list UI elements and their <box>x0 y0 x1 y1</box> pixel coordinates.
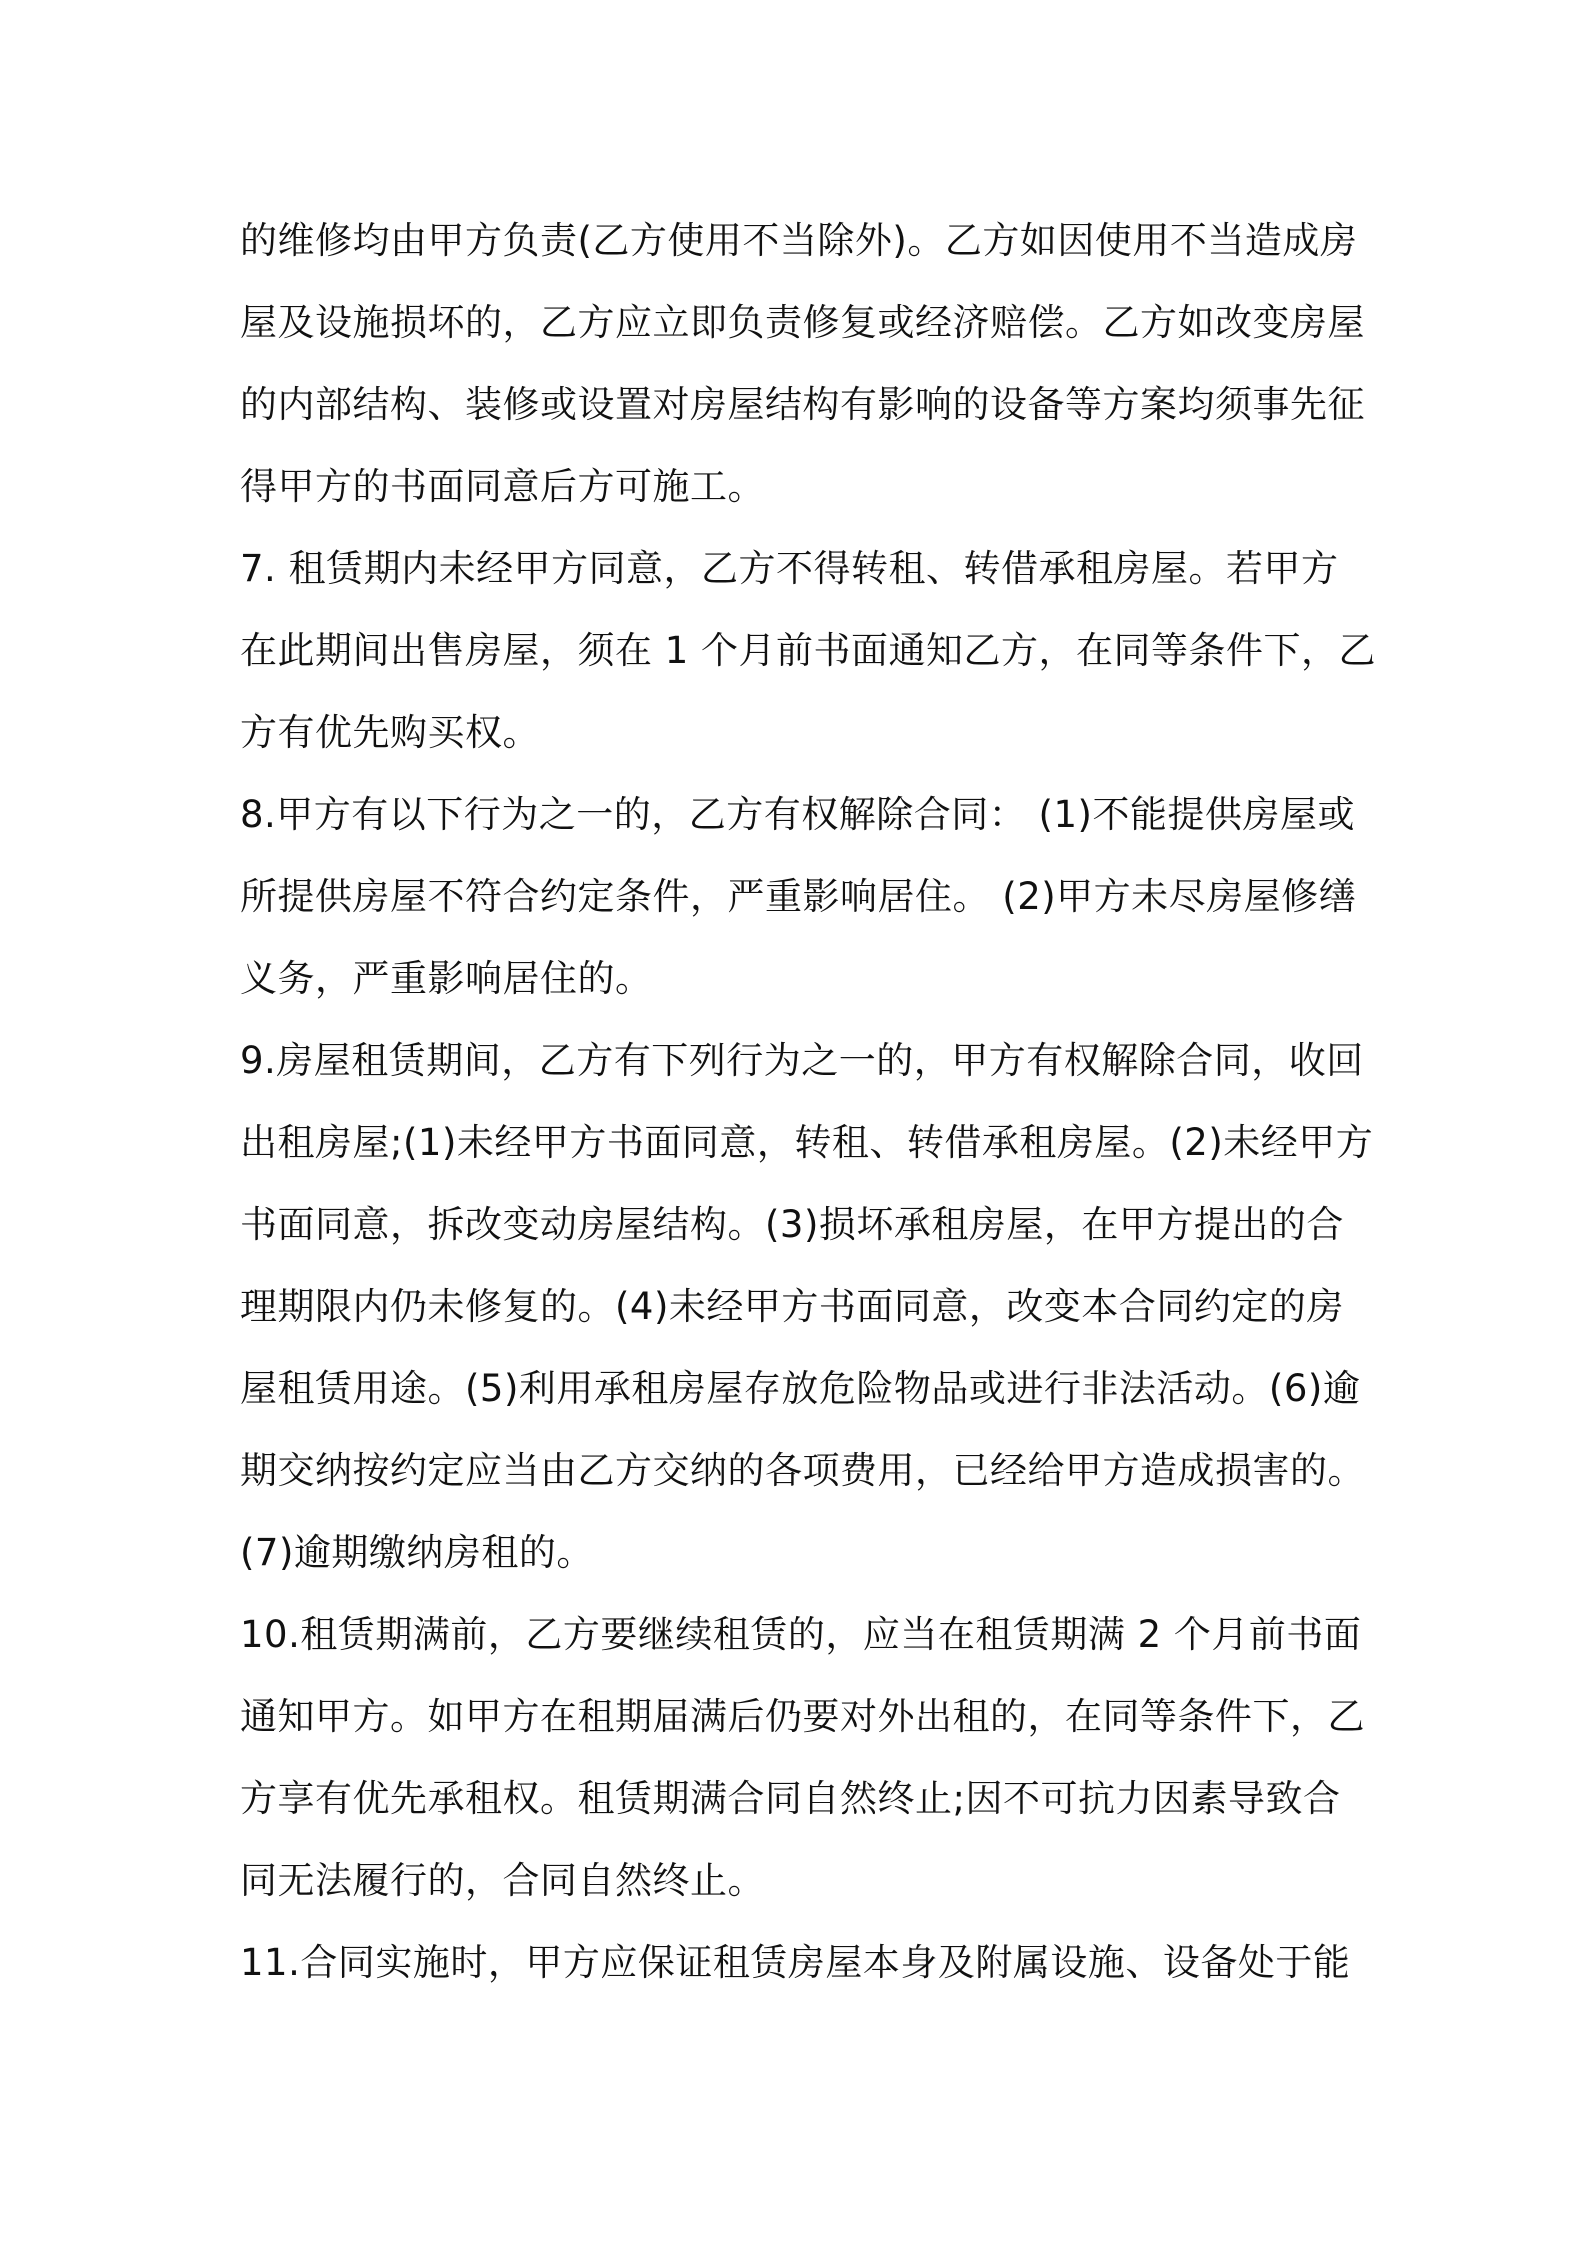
text-line-17: (7)逾期缴纳房租的。 <box>240 1531 594 1574</box>
text-line-21: 同无法履行的，合同自然终止。 <box>240 1859 765 1902</box>
text-line-9: 所提供房屋不符合约定条件，严重影响居住。 (2)甲方未尽房屋修缮 <box>240 875 1357 918</box>
text-line-1: 的维修均由甲方负责(乙方使用不当除外)。乙方如因使用不当造成房 <box>240 219 1358 262</box>
text-line-20: 方享有优先承租权。租赁期满合同自然终止;因不可抗力因素导致合 <box>240 1777 1341 1820</box>
text-line-18: 10.租赁期满前，乙方要继续租赁的，应当在租赁期满 2 个月前书面 <box>240 1613 1362 1656</box>
text-line-16: 期交纳按约定应当由乙方交纳的各项费用，已经给甲方造成损害的。 <box>240 1449 1365 1492</box>
contract-text-body <box>240 200 1377 2004</box>
text-line-13: 书面同意，拆改变动房屋结构。(3)损坏承租房屋，在甲方提出的合 <box>240 1203 1344 1246</box>
text-line-4: 得甲方的书面同意后方可施工。 <box>240 465 765 508</box>
text-line-12: 出租房屋;(1)未经甲方书面同意，转租、转借承租房屋。(2)未经甲方 <box>240 1121 1374 1164</box>
text-line-10: 义务，严重影响居住的。 <box>240 957 653 1000</box>
text-line-7: 方有优先购买权。 <box>240 711 540 754</box>
text-line-2: 屋及设施损坏的，乙方应立即负责修复或经济赔偿。乙方如改变房屋 <box>240 301 1365 344</box>
text-line-15: 屋租赁用途。(5)利用承租房屋存放危险物品或进行非法活动。(6)逾 <box>240 1367 1361 1410</box>
text-line-19: 通知甲方。如甲方在租期届满后仍要对外出租的，在同等条件下，乙 <box>240 1695 1365 1738</box>
text-line-14: 理期限内仍未修复的。(4)未经甲方书面同意，改变本合同约定的房 <box>240 1285 1344 1328</box>
text-line-5: 7. 租赁期内未经甲方同意，乙方不得转租、转借承租房屋。若甲方 <box>240 547 1339 590</box>
text-line-8: 8.甲方有以下行为之一的，乙方有权解除合同： (1)不能提供房屋或 <box>240 793 1355 836</box>
text-line-3: 的内部结构、装修或设置对房屋结构有影响的设备等方案均须事先征 <box>240 383 1365 426</box>
text-line-11: 9.房屋租赁期间，乙方有下列行为之一的，甲方有权解除合同，收回 <box>240 1039 1364 1082</box>
text-line-6: 在此期间出售房屋，须在 1 个月前书面通知乙方，在同等条件下，乙 <box>240 629 1377 672</box>
text-line-22: 11.合同实施时，甲方应保证租赁房屋本身及附属设施、设备处于能 <box>240 1941 1351 1984</box>
